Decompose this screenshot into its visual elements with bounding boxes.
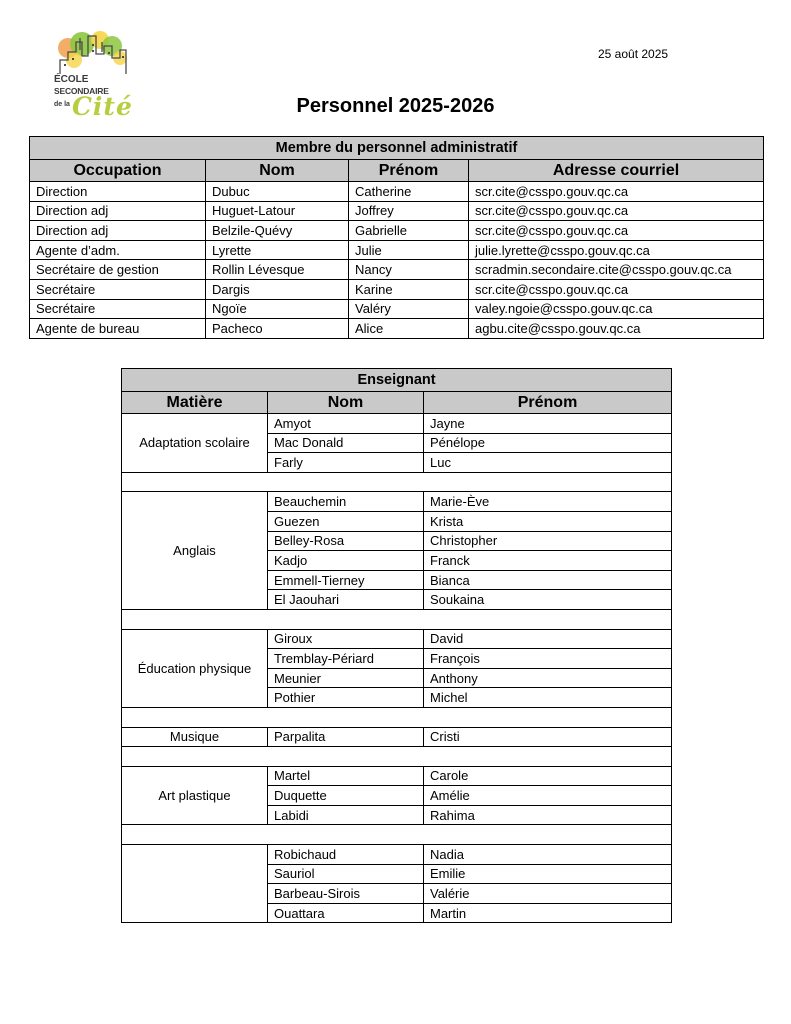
logo-line-ecole: ÉCOLE: [54, 74, 89, 85]
table-row: [122, 414, 672, 434]
page-title: Personnel 2025-2026: [296, 95, 495, 117]
cell-matiere: Éducation physique: [122, 629, 268, 707]
cell-nom: Belzile-Quévy: [206, 221, 349, 241]
cell-occupation: Secrétaire de gestion: [30, 260, 206, 280]
cell-prenom: Luc: [424, 453, 672, 473]
logo-line-de-la: de la: [54, 101, 70, 108]
cell-nom: Dubuc: [206, 182, 349, 202]
teachers-table: [121, 368, 672, 923]
spacer-row: [122, 825, 672, 845]
cell-nom: Dargis: [206, 279, 349, 299]
cell-prenom: Rahima: [424, 805, 672, 825]
table-row: [30, 319, 764, 339]
cell-prenom: Nadia: [424, 845, 672, 865]
cell-nom: Parpalita: [268, 727, 424, 747]
table-row: [30, 201, 764, 221]
col-header-occupation: Occupation: [30, 160, 206, 182]
teachers-banner: Enseignant: [122, 369, 672, 392]
cell-nom: Guezen: [268, 511, 424, 531]
cell-nom: Giroux: [268, 629, 424, 649]
cell-prenom: Joffrey: [349, 201, 469, 221]
cell-prenom: Pénélope: [424, 433, 672, 453]
table-row: [30, 182, 764, 202]
cell-nom: El Jaouhari: [268, 590, 424, 610]
cell-nom: Labidi: [268, 805, 424, 825]
cell-courriel: julie.lyrette@csspo.gouv.qc.ca: [469, 240, 764, 260]
cell-nom: Meunier: [268, 668, 424, 688]
cell-nom: Sauriol: [268, 864, 424, 884]
spacer-cell: [122, 707, 672, 727]
col-header-courriel: Adresse courriel: [469, 160, 764, 182]
table-row: [122, 766, 672, 786]
cell-prenom: Gabrielle: [349, 221, 469, 241]
cell-nom: Emmell-Tierney: [268, 570, 424, 590]
col-header-matiere: Matière: [122, 392, 268, 414]
cell-nom: Rollin Lévesque: [206, 260, 349, 280]
cell-nom: Tremblay-Périard: [268, 649, 424, 669]
table-row: [30, 260, 764, 280]
cell-occupation: Agente de bureau: [30, 319, 206, 339]
admin-banner-row: [30, 137, 764, 160]
col-header-prenom: Prénom: [424, 392, 672, 414]
teachers-header-row: [122, 392, 672, 414]
cell-courriel: scr.cite@csspo.gouv.qc.ca: [469, 279, 764, 299]
col-header-nom: Nom: [268, 392, 424, 414]
cell-courriel: scradmin.secondaire.cite@csspo.gouv.qc.ca: [469, 260, 764, 280]
cell-prenom: Krista: [424, 511, 672, 531]
cell-prenom: Cristi: [424, 727, 672, 747]
cell-prenom: Anthony: [424, 668, 672, 688]
cell-nom: Ngoïe: [206, 299, 349, 319]
cell-nom: Barbeau-Sirois: [268, 884, 424, 904]
cell-nom: Pacheco: [206, 319, 349, 339]
cell-nom: Belley-Rosa: [268, 531, 424, 551]
table-row: [122, 629, 672, 649]
cell-prenom: Carole: [424, 766, 672, 786]
cell-prenom: Nancy: [349, 260, 469, 280]
cell-nom: Ouattara: [268, 903, 424, 923]
table-row: [122, 727, 672, 747]
cell-courriel: scr.cite@csspo.gouv.qc.ca: [469, 201, 764, 221]
logo-line-cite: Cité: [72, 92, 133, 121]
cell-prenom: Catherine: [349, 182, 469, 202]
spacer-row: [122, 707, 672, 727]
cell-prenom: Christopher: [424, 531, 672, 551]
cell-prenom: Julie: [349, 240, 469, 260]
spacer-cell: [122, 609, 672, 629]
teachers-banner-row: [122, 369, 672, 392]
cell-prenom: Michel: [424, 688, 672, 708]
spacer-row: [122, 747, 672, 767]
cell-nom: Huguet-Latour: [206, 201, 349, 221]
admin-header-row: [30, 160, 764, 182]
cell-occupation: Agente d’adm.: [30, 240, 206, 260]
cell-nom: Amyot: [268, 414, 424, 434]
cell-matiere: Musique: [122, 727, 268, 747]
cell-prenom: Marie-Ève: [424, 492, 672, 512]
spacer-row: [122, 472, 672, 492]
cell-matiere: Art plastique: [122, 766, 268, 825]
cell-nom: Robichaud: [268, 845, 424, 865]
cell-nom: Lyrette: [206, 240, 349, 260]
cell-courriel: valey.ngoie@csspo.gouv.qc.ca: [469, 299, 764, 319]
cell-occupation: Direction adj: [30, 201, 206, 221]
spacer-row: [122, 609, 672, 629]
cell-nom: Kadjo: [268, 551, 424, 571]
cell-occupation: Direction: [30, 182, 206, 202]
cell-prenom: Martin: [424, 903, 672, 923]
cell-occupation: Direction adj: [30, 221, 206, 241]
document-date: 25 août 2025: [598, 47, 669, 61]
col-header-prenom: Prénom: [349, 160, 469, 182]
cell-prenom: Valéry: [349, 299, 469, 319]
cell-courriel: agbu.cite@csspo.gouv.qc.ca: [469, 319, 764, 339]
table-row: [30, 299, 764, 319]
admin-banner: Membre du personnel administratif: [30, 137, 764, 160]
cell-nom: Martel: [268, 766, 424, 786]
table-row: [122, 492, 672, 512]
spacer-cell: [122, 472, 672, 492]
cell-prenom: Amélie: [424, 786, 672, 806]
cell-prenom: David: [424, 629, 672, 649]
cell-courriel: scr.cite@csspo.gouv.qc.ca: [469, 221, 764, 241]
cell-prenom: Soukaina: [424, 590, 672, 610]
table-row: [122, 845, 672, 865]
cell-prenom: Valérie: [424, 884, 672, 904]
cell-prenom: Franck: [424, 551, 672, 571]
cell-nom: Pothier: [268, 688, 424, 708]
spacer-cell: [122, 825, 672, 845]
spacer-cell: [122, 747, 672, 767]
cell-prenom: Jayne: [424, 414, 672, 434]
cell-prenom: Emilie: [424, 864, 672, 884]
cell-prenom: François: [424, 649, 672, 669]
cell-occupation: Secrétaire: [30, 279, 206, 299]
table-row: [30, 221, 764, 241]
logo-line-secondaire: SECONDAIRE: [54, 86, 109, 96]
cell-courriel: scr.cite@csspo.gouv.qc.ca: [469, 182, 764, 202]
cell-prenom: Karine: [349, 279, 469, 299]
cell-prenom: Alice: [349, 319, 469, 339]
table-row: [30, 240, 764, 260]
cell-matiere: [122, 845, 268, 923]
cell-nom: Farly: [268, 453, 424, 473]
cell-nom: Duquette: [268, 786, 424, 806]
cell-matiere: Anglais: [122, 492, 268, 610]
cell-prenom: Bianca: [424, 570, 672, 590]
admin-staff-table: [29, 136, 764, 339]
cell-occupation: Secrétaire: [30, 299, 206, 319]
cell-matiere: Adaptation scolaire: [122, 414, 268, 473]
cell-nom: Mac Donald: [268, 433, 424, 453]
col-header-nom: Nom: [206, 160, 349, 182]
cell-nom: Beauchemin: [268, 492, 424, 512]
table-row: [30, 279, 764, 299]
